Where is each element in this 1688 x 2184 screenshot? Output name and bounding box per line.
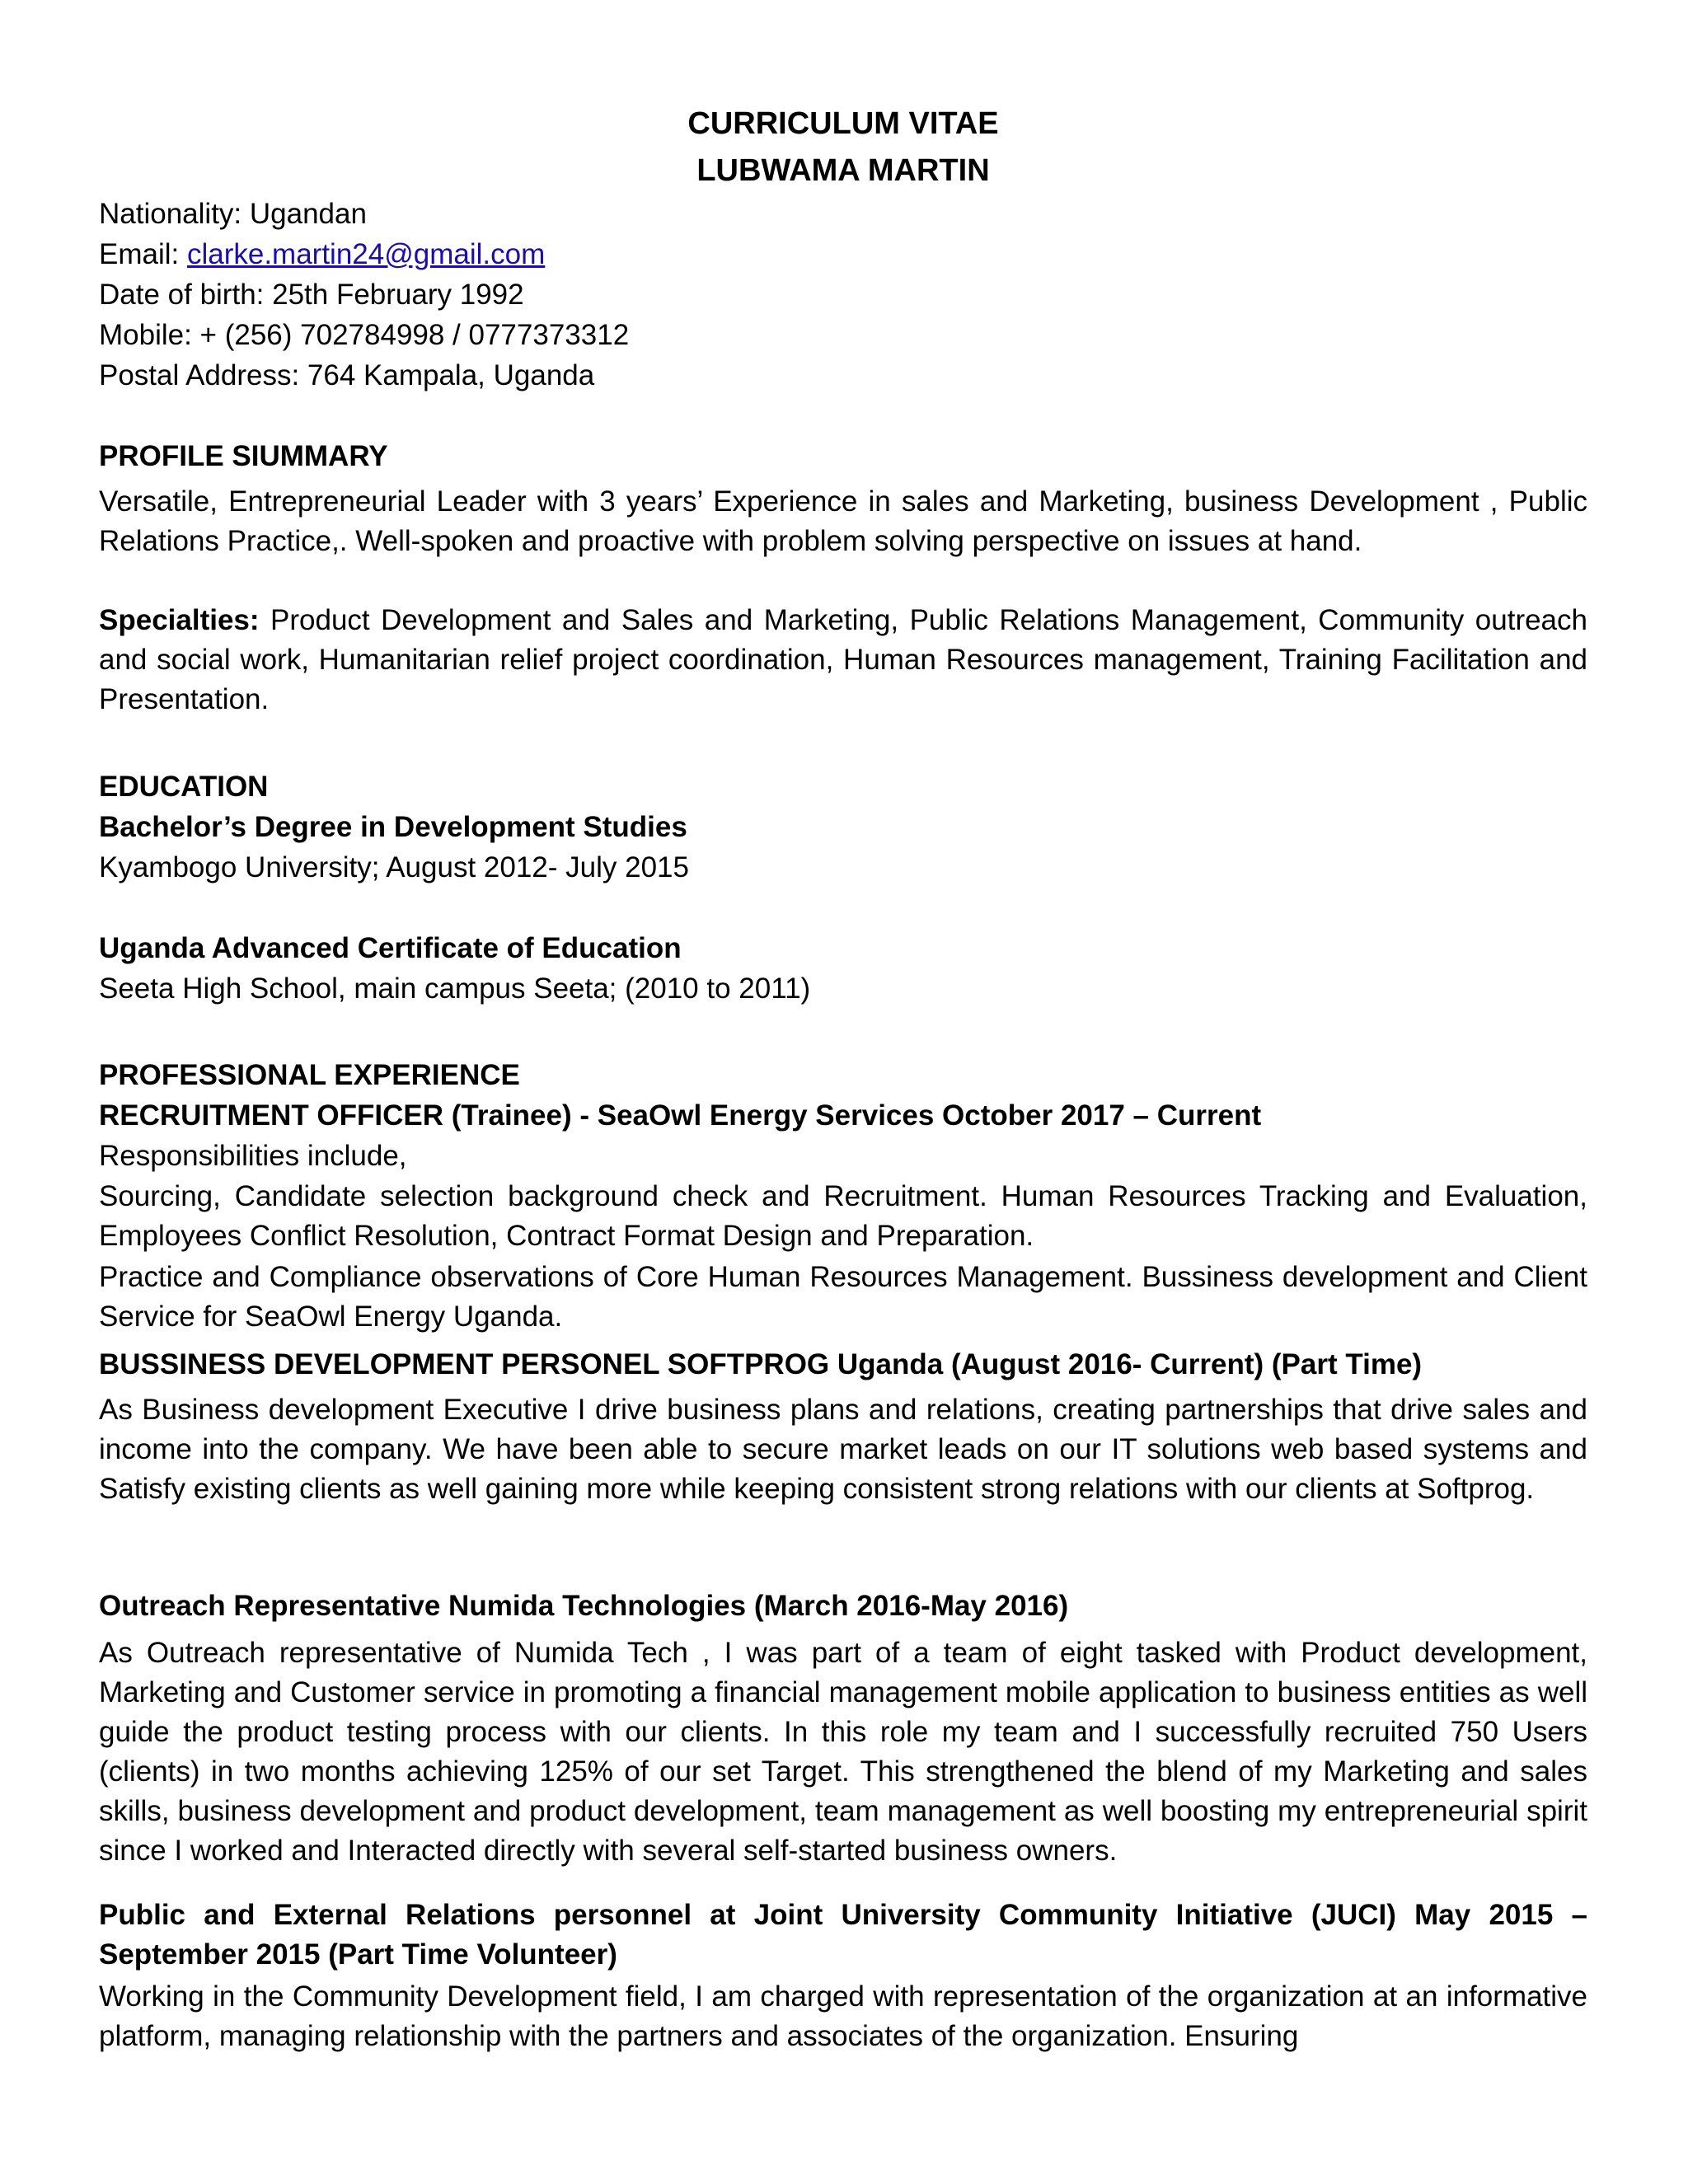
candidate-name: LUBWAMA MARTIN — [696, 153, 990, 188]
date-of-birth: Date of birth: 25th February 1992 — [99, 279, 524, 311]
job-description: As Outreach representative of Numida Tech , I was part of a team of eight tasked with Product development, Marketing and Customer service in promoting a financial management mobile application to business entities as well guide the product testing process with our clients. In this role my team and I successfully recruited 750 Users (clients) in two months achieving 125% of our set Target. This strengthened the blend of my Marketing and sales skills, business development and product development, team management as well boosting my entrepreneurial spirit since I worked and Interacted directly with several self-started business owners. — [99, 1637, 1587, 1867]
job-description: Practice and Compliance observations of Core Human Resources Management. Bussiness development and Client Service for SeaOwl Energy Uganda. — [99, 1261, 1587, 1333]
job-title: RECRUITMENT OFFICER (Trainee) - SeaOwl Energy Services October 2017 – Current — [99, 1099, 1262, 1132]
job-description: As Business development Executive I drive business plans and relations, creating partnerships that drive sales and income into the company. We have been able to secure market leads on our IT solutions web based systems and Satisfy existing clients as well gaining more while keeping consistent strong relations with our clients at Softprog. — [99, 1394, 1587, 1505]
email-line — [99, 235, 545, 274]
email-label: Email: — [99, 238, 187, 270]
degree-institution: Kyambogo University; August 2012- July 2015 — [99, 851, 689, 883]
education-heading: EDUCATION — [99, 771, 269, 803]
certificate-institution: Seeta High School, main campus Seeta; (2010 to 2011) — [99, 972, 811, 1005]
job-title: Public and External Relations personnel at Joint University Community Initiative (JUCI) May 2015 – September 2015 (Part Time Volunteer) — [99, 1899, 1587, 1971]
degree-title: Bachelor’s Degree in Development Studies — [99, 811, 687, 843]
document-title: CURRICULUM VITAE — [687, 106, 999, 141]
specialties — [99, 601, 1587, 719]
email-link[interactable]: clarke.martin24@gmail.com — [186, 238, 546, 270]
job-description: Sourcing, Candidate selection background check and Recruitment. Human Resources Tracking and Evaluation, Employees Conflict Resolution, Contract Format Design and Preparation. — [99, 1180, 1587, 1252]
specialties-text: Product Development and Sales and Marketing, Public Relations Management, Community outreach and social work, Humanitarian relief project coordination, Human Resources management, Training Facilitation and Presentation. — [99, 604, 1587, 715]
job-intro: Responsibilities include, — [99, 1140, 407, 1172]
postal-address: Postal Address: 764 Kampala, Uganda — [99, 359, 595, 391]
profile-heading: PROFILE SIUMMARY — [99, 440, 388, 472]
nationality: Nationality: Ugandan — [99, 198, 367, 230]
job-description: Working in the Community Development field, I am charged with representation of the organization at an informative platform, managing relationship with the partners and associates of the organization. Ensuring — [99, 1980, 1587, 2052]
experience-heading: PROFESSIONAL EXPERIENCE — [99, 1059, 520, 1091]
specialties-label: Specialties: — [99, 604, 260, 636]
profile-summary: Versatile, Entrepreneurial Leader with 3 years’ Experience in sales and Marketing, business Development , Public Relations Practice,. Well-spoken and proactive with problem solving perspective on issues at hand. — [99, 485, 1587, 557]
job-title: Outreach Representative Numida Technologies (March 2016-May 2016) — [99, 1590, 1069, 1622]
certificate-title: Uganda Advanced Certificate of Education — [99, 932, 682, 964]
mobile: Mobile: + (256) 702784998 / 0777373312 — [99, 319, 630, 351]
job-title: BUSSINESS DEVELOPMENT PERSONEL SOFTPROG Uganda (August 2016- Current) (Part Time) — [99, 1348, 1423, 1380]
